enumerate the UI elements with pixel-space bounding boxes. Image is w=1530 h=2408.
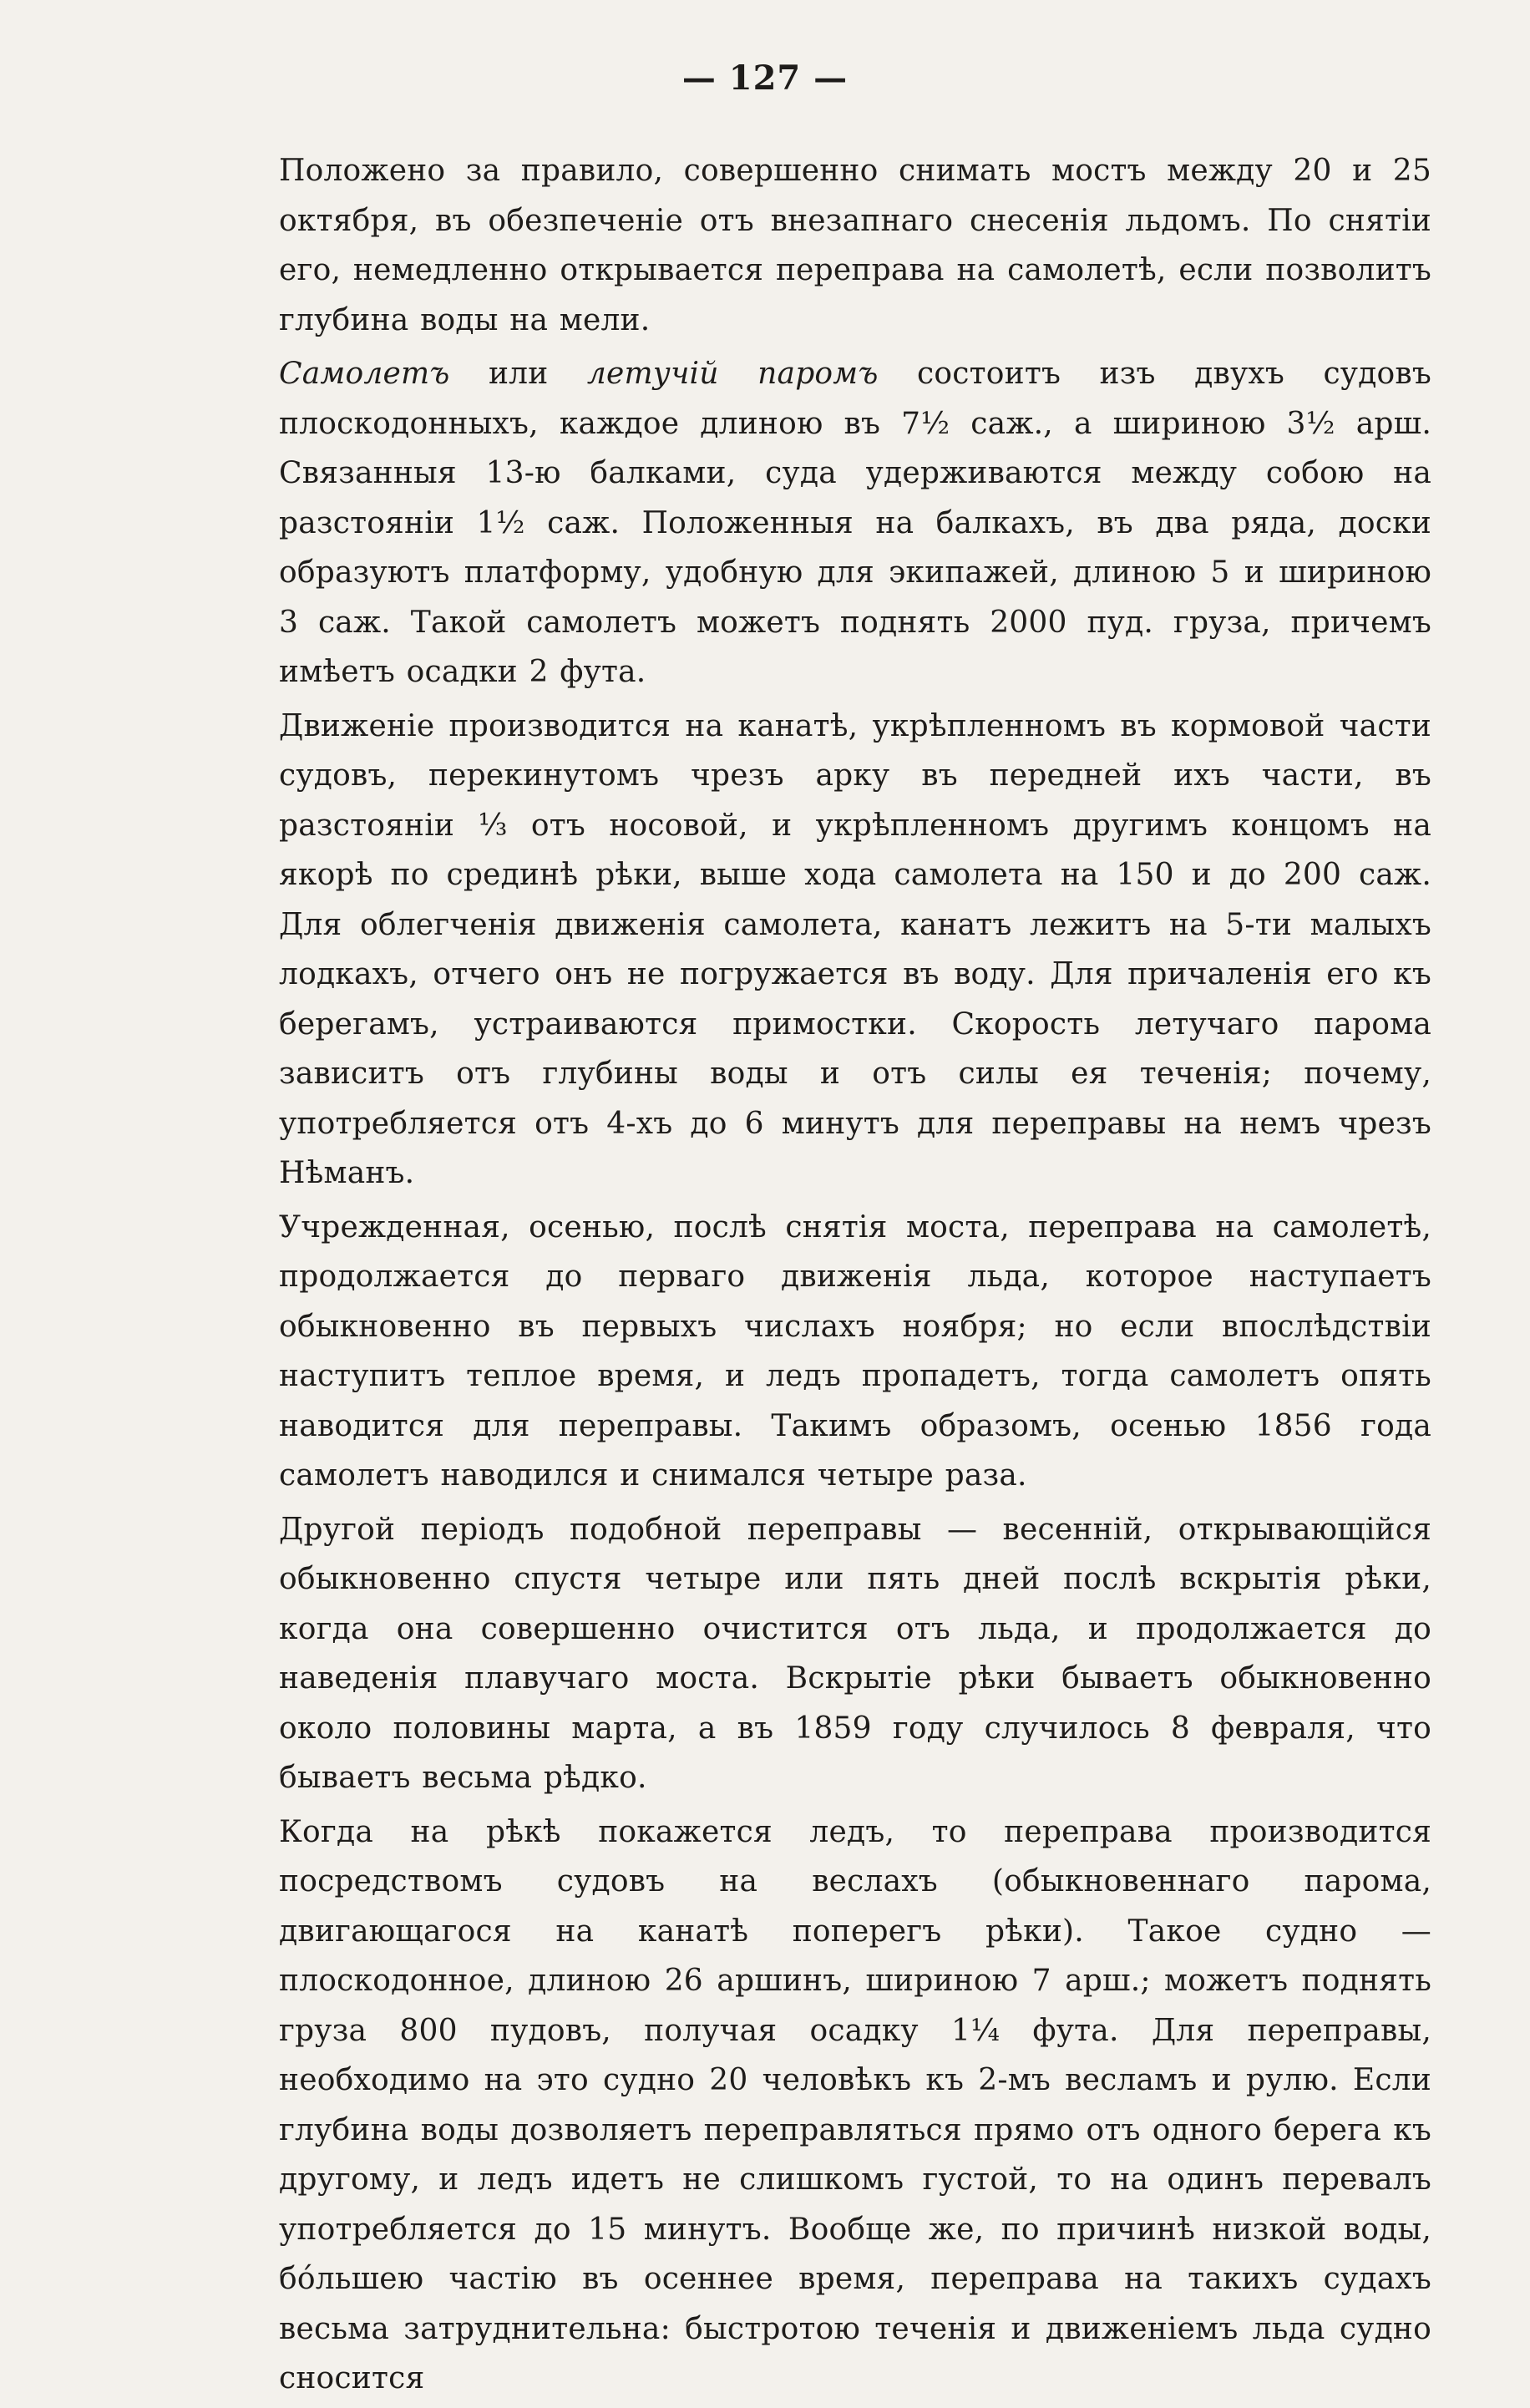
paragraph-2-text: состоитъ изъ двухъ судовъ плоскодонныхъ, каждое длиною въ 7½ саж., а шириною 3½ арш. Связанныя 13-ю балками, суда удерживаются между собою на разстояніи 1½ саж. Положенныя на балкахъ, въ два ряда, доски образуютъ платформу, удобную для экипажей, длиною 5 и шириною 3 саж. Такой самолетъ можетъ поднять 2000 пуд. груза, причемъ имѣетъ осадки 2 фута. bbox=[279, 357, 1431, 689]
paragraph-2 bbox=[279, 349, 1431, 697]
paragraph-4: Учрежденная, осенью, послѣ снятія моста, переправа на самолетѣ, продолжается до перваго движенія льда, которое наступаетъ обыкновенно въ первыхъ числахъ ноября; но если впослѣдствіи наступитъ теплое время, и ледъ пропадетъ, тогда самолетъ опять наводится для переправы. Такимъ образомъ, осенью 1856 года самолетъ наводился и снимался четыре раза. bbox=[279, 1209, 1431, 1493]
body-text bbox=[279, 146, 1431, 2408]
page-number: — 127 — bbox=[681, 58, 849, 98]
paragraph-1: Положено за правило, совершенно снимать мостъ между 20 и 25 октября, въ обезпеченіе отъ внезапнаго снесенія льдомъ. По снятіи его, немедленно открывается переправа на самолетѣ, если позволитъ глубина воды на мели. bbox=[279, 154, 1431, 337]
connector-text: или bbox=[449, 357, 587, 391]
paragraph-6: Когда на рѣкѣ покажется ледъ, то переправа производится посредствомъ судовъ на веслахъ (обыкновеннаго парома, двигающагося на канатѣ поперегъ рѣки). Такое судно — плоскодонное, длиною 26 аршинъ, шириною 7 арш.; можетъ поднять груза 800 пудовъ, получая осадку 1¼ фута. Для переправы, необходимо на это судно 20 человѣкъ къ 2-мъ весламъ и рулю. Если глубина воды дозволяетъ переправляться прямо отъ одного берега къ другому, и ледъ идетъ не слишкомъ густой, то на одинъ перевалъ употребляется до 15 минутъ. Вообще же, по причинѣ низкой воды, бóльшею частію въ осеннее время, переправа на такихъ судахъ весьма затруднительна: быстротою теченія и движеніемъ льда судно сносится bbox=[279, 1814, 1431, 2395]
paragraph-3: Движеніе производится на канатѣ, укрѣпленномъ въ кормовой части судовъ, перекинутомъ чрезъ арку въ передней ихъ части, въ разстояніи ⅓ отъ носовой, и укрѣпленномъ другимъ концомъ на якорѣ по срединѣ рѣки, выше хода самолета на 150 и до 200 саж. Для облегченія движенія самолета, канатъ лежитъ на 5-ти малыхъ лодкахъ, отчего онъ не погружается въ воду. Для причаленія его къ берегамъ, устраиваются примостки. Скорость летучаго парома зависитъ отъ глубины воды и отъ силы ея теченія; почему, употребляется отъ 4-хъ до 6 минутъ для переправы на немъ чрезъ Нѣманъ. bbox=[279, 708, 1431, 1190]
term-samolet: Самолетъ bbox=[279, 357, 450, 391]
term-letuchiy-parom: летучій паромъ bbox=[586, 357, 879, 391]
paragraph-5: Другой періодъ подобной переправы — весенній, открывающійся обыкновенно спустя четыре или пять дней послѣ вскрытія рѣки, когда она совершенно очистится отъ льда, и продолжается до наведенія плавучаго моста. Вскрытіе рѣки бываетъ обыкновенно около половины марта, а въ 1859 году случилось 8 февраля, что бываетъ весьма рѣдко. bbox=[279, 1512, 1431, 1795]
